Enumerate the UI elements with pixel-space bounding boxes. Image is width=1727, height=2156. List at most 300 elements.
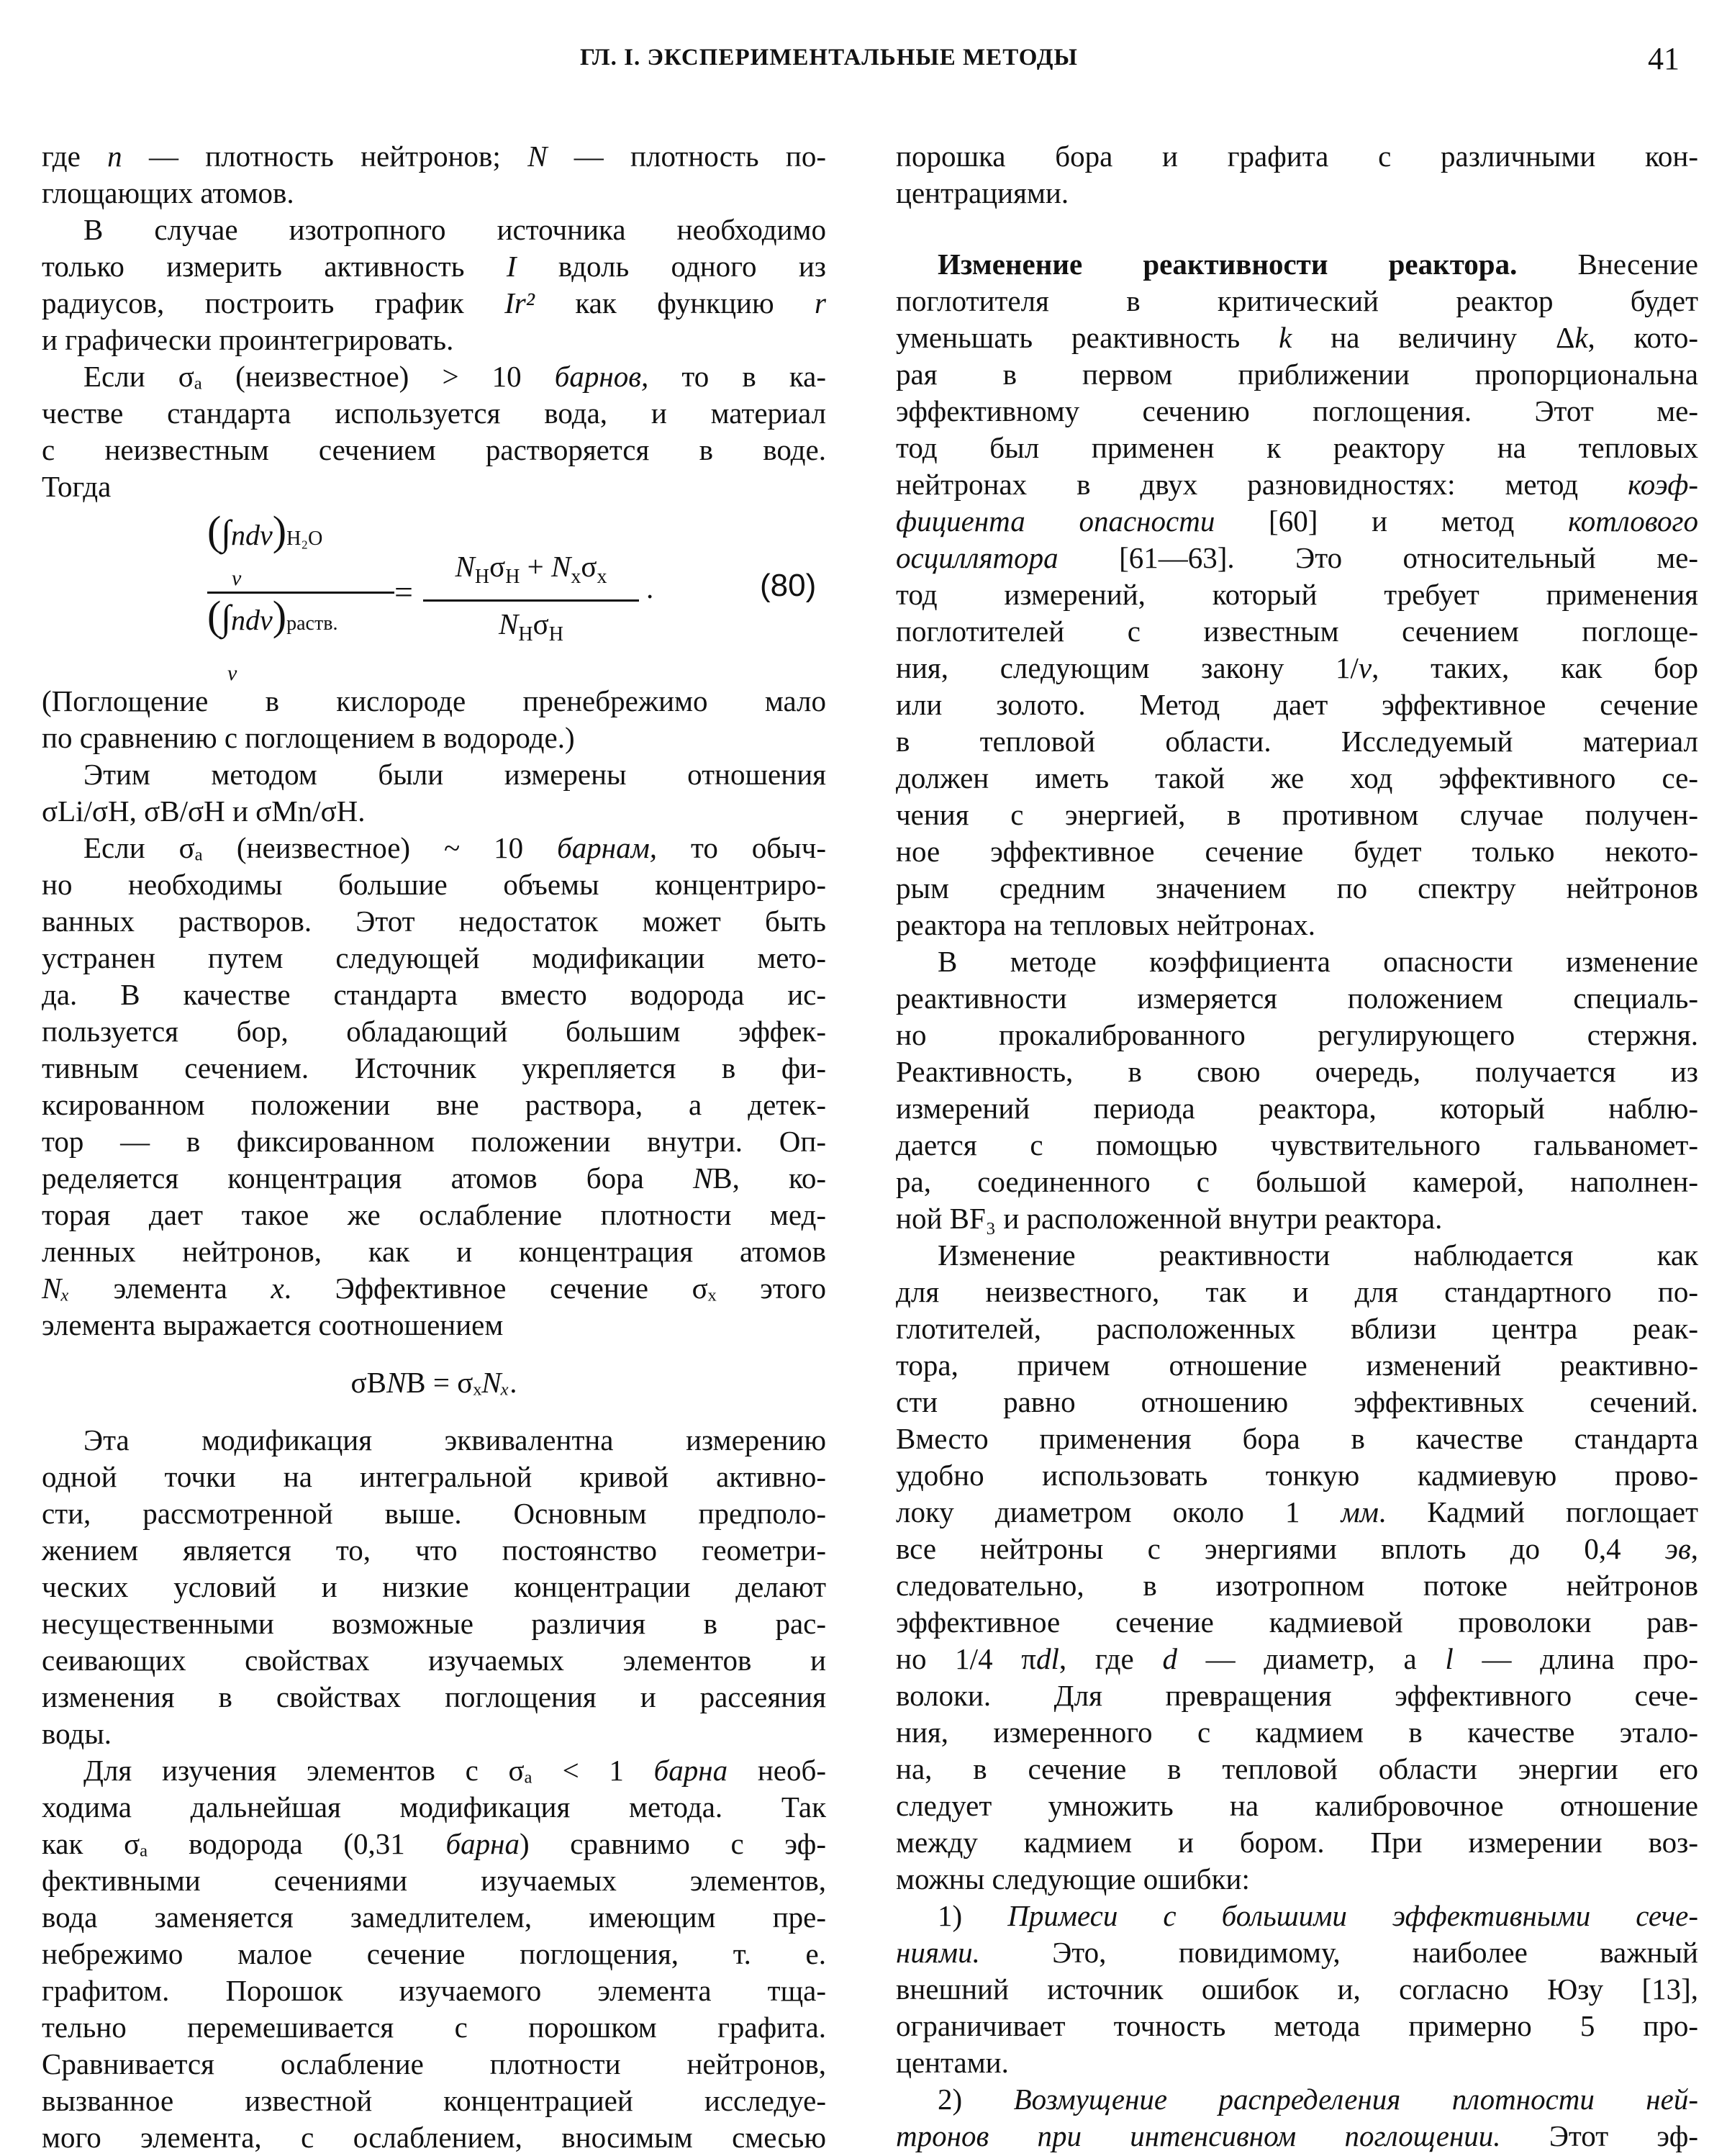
text-line <box>896 980 1698 1017</box>
text-segment: реактора на тепловых нейтронах. <box>896 908 1316 941</box>
text-line <box>896 1421 1698 1457</box>
text-segment: эффективному сечению поглощения. Этот ме- <box>896 394 1698 427</box>
text-segment: — диаметр, а <box>1177 1642 1446 1675</box>
text-line <box>896 1237 1698 1274</box>
text-segment: (Поглощение в кислороде пренебрежимо мало <box>42 684 826 717</box>
text-segment: воды. <box>42 1717 112 1750</box>
text-line <box>896 1494 1698 1531</box>
text-line <box>42 1422 826 1459</box>
text-segment: глощающих атомов. <box>42 176 294 209</box>
text-line <box>42 903 826 940</box>
text-segment: но 1/4 π <box>896 1642 1036 1675</box>
text-segment: эффективное сечение кадмиевой проволоки рав- <box>896 1605 1698 1639</box>
subscript-solution: раств. <box>286 612 338 635</box>
text-segment: тора, причем отношение изменений реактивно- <box>896 1349 1698 1382</box>
text-line <box>896 1677 1698 1714</box>
text-line <box>42 1716 826 1752</box>
text-segment: измерений периода реактора, который наблю- <box>896 1092 1698 1125</box>
text-segment: порошка бора и графита с различными кон- <box>896 140 1698 173</box>
text-line <box>42 212 826 248</box>
text-segment: уменьшать реактивность <box>896 321 1279 354</box>
text-line <box>42 1087 826 1123</box>
text-segment: Если σₐ (неизвестное) ~ 10 <box>83 831 558 864</box>
text-segment: небрежимо малое сечение поглощения, т. е. <box>42 1937 826 1970</box>
text-segment: ра, соединенного с большой камерой, наполнен- <box>896 1165 1698 1198</box>
italic-text: l <box>1445 1642 1454 1675</box>
right-text <box>896 138 1698 2155</box>
symbol: σ <box>581 550 597 583</box>
text-segment: , кото- <box>1587 321 1698 354</box>
integral-limit: v <box>227 661 237 685</box>
italic-text: Nₓ <box>42 1272 70 1305</box>
italic-text: барна <box>445 1827 520 1860</box>
text-segment: честве стандарта используется вода, и материал <box>42 397 826 430</box>
text-segment: ксированном положении вне раствора, а детек- <box>42 1088 826 1121</box>
text-segment: центами. <box>896 2046 1009 2079</box>
text-line <box>42 1605 826 1642</box>
text-segment: можны следующие ошибки: <box>896 1862 1250 1895</box>
text-line <box>42 432 826 468</box>
italic-text: r <box>815 286 826 320</box>
text-line <box>896 650 1698 687</box>
text-segment: глотителей, расположенных вблизи центра реак- <box>896 1312 1698 1345</box>
text-line <box>896 1384 1698 1421</box>
fraction-bar <box>207 592 394 594</box>
text-segment: тод измерений, который требует применения <box>896 578 1698 611</box>
rhs-numerator <box>423 548 639 595</box>
text-line <box>896 1824 1698 1861</box>
text-segment: вдоль одного из <box>516 250 826 283</box>
text-segment: вызванное известной концентрацией исследуе- <box>42 2084 826 2117</box>
italic-text: k <box>1574 321 1588 354</box>
text-line <box>896 907 1698 943</box>
left-text-part-1 <box>42 138 826 505</box>
text-line <box>896 1714 1698 1751</box>
right-column <box>896 138 1698 2155</box>
text-segment: необ- <box>727 1754 827 1787</box>
text-segment: между кадмием и бором. При измерении воз- <box>896 1826 1698 1859</box>
text-line <box>896 723 1698 760</box>
text-line <box>896 430 1698 466</box>
italic-text: x <box>271 1272 284 1305</box>
text-segment: ленных нейтронов, как и концентрация атомов <box>42 1235 826 1268</box>
denominator <box>207 592 394 685</box>
italic-text: мм <box>1341 1495 1379 1528</box>
text-segment: торая дает такое же ослабление плотности мед- <box>42 1198 826 1231</box>
text-segment: Сравнивается ослабление плотности нейтронов, <box>42 2047 826 2080</box>
symbol: H <box>518 623 533 646</box>
text-line <box>896 1200 1698 1237</box>
left-text-part-2 <box>42 683 826 2156</box>
text-line <box>896 2008 1698 2044</box>
text-segment: только измерить активность <box>42 250 507 283</box>
text-line <box>42 1826 826 1862</box>
text-segment: Если σₐ (неизвестное) > 10 <box>83 360 555 393</box>
text-segment: для неизвестного, так и для стандартного по- <box>896 1275 1698 1308</box>
text-line <box>896 1971 1698 2008</box>
italic-text: n <box>107 140 122 173</box>
integral-sign: ∫ <box>221 512 232 553</box>
text-segment: но необходимы большие объемы концентриро- <box>42 868 826 901</box>
text-line <box>42 1789 826 1826</box>
text-line <box>42 1642 826 1679</box>
text-line <box>42 1160 826 1197</box>
text-segment: — длина про- <box>1453 1642 1698 1675</box>
text-line <box>896 1934 1698 1971</box>
text-line <box>896 283 1698 320</box>
text-line <box>896 797 1698 833</box>
text-segment: Эта модификация эквивалентна измерению <box>83 1423 826 1457</box>
text-segment: сти равно отношению эффективных сечений. <box>896 1385 1698 1418</box>
symbol: x <box>571 566 581 589</box>
text-line <box>896 1788 1698 1824</box>
integrand: ndv <box>231 604 273 636</box>
paren: ( <box>207 507 222 554</box>
text-line <box>42 2046 826 2083</box>
paren: ) <box>272 592 287 639</box>
text-segment: [61—63]. Это относительный ме- <box>1058 541 1698 574</box>
symbol: σ <box>532 607 549 641</box>
symbol: x <box>597 566 607 589</box>
text-line <box>896 1567 1698 1604</box>
text-segment: Этим методом были измерены отношения <box>83 758 826 791</box>
text-line <box>42 285 826 322</box>
display-equation <box>42 1364 826 1401</box>
italic-text: осциллятора <box>896 541 1059 574</box>
text-segment: графитом. Порошок изучаемого элемента тща- <box>42 1974 826 2007</box>
text-segment: следует умножить на калибровочное отношение <box>896 1789 1698 1822</box>
italic-text: коэф- <box>1628 468 1698 501</box>
text-line <box>42 1123 826 1160</box>
text-line <box>896 1531 1698 1567</box>
text-line <box>42 248 826 285</box>
text-line <box>896 466 1698 503</box>
italic-text: барна <box>653 1754 728 1787</box>
text-line <box>42 2009 826 2046</box>
text-line <box>896 833 1698 870</box>
text-segment: , <box>1690 1532 1698 1565</box>
text-segment: реактивности измеряется положением специаль- <box>896 982 1698 1015</box>
text-segment: где <box>42 140 108 173</box>
text-segment: B = σₓ <box>406 1366 482 1399</box>
text-segment: ределяется концентрация атомов бора <box>42 1161 693 1195</box>
text-line <box>42 1307 826 1344</box>
text-line <box>896 1641 1698 1677</box>
text-line <box>42 940 826 977</box>
plus-sign: + <box>527 550 544 583</box>
paren: ( <box>207 592 222 639</box>
italic-text: N <box>386 1366 407 1399</box>
text-segment: Это, повидимому, наиболее важный <box>979 1936 1698 1969</box>
text-segment: жением является то, что постоянство геометри- <box>42 1534 826 1567</box>
text-segment: Реактивность, в свою очередь, получается из <box>896 1055 1698 1088</box>
text-line <box>896 175 1698 212</box>
text-segment: тод был применен к реактору на тепловых <box>896 431 1698 464</box>
text-line <box>896 1090 1698 1127</box>
symbol: H <box>505 566 520 589</box>
text-segment: . Кадмий поглощает <box>1378 1495 1699 1528</box>
text-line <box>896 320 1698 356</box>
text-segment: следовательно, в изотропном потоке нейтронов <box>896 1569 1698 1602</box>
text-segment: В методе коэффициента опасности изменение <box>938 945 1698 978</box>
symbol: N <box>499 607 519 641</box>
text-line <box>42 1050 826 1087</box>
text-line <box>42 395 826 432</box>
text-line <box>42 793 826 830</box>
text-segment: сеивающих свойствах изучаемых элементов и <box>42 1644 826 1677</box>
italic-text: Примеси с большими эффективными сече- <box>1007 1899 1698 1932</box>
equation-80 <box>42 505 826 683</box>
text-line <box>42 1899 826 1936</box>
text-segment: ходима дальнейшая модификация метода. Так <box>42 1790 826 1824</box>
italic-text: барнам, <box>557 831 658 864</box>
period: . <box>646 571 654 604</box>
italic-text: котлового <box>1568 504 1698 538</box>
symbol: H <box>474 566 490 589</box>
integral-sign: ∫ <box>221 597 232 638</box>
text-segment: , таких, как бор <box>1372 651 1698 684</box>
text-segment: все нейтроны с энергиями вплоть до 0,4 <box>896 1532 1665 1565</box>
paren: ) <box>272 507 287 554</box>
text-line <box>896 1347 1698 1384</box>
text-segment: или золото. Метод дает эффективное сечение <box>896 688 1698 721</box>
text-segment: Тогда <box>42 470 112 503</box>
text-segment: центрациями. <box>896 176 1069 209</box>
text-segment: чения с энергией, в противном случае получен- <box>896 798 1698 831</box>
symbol: N <box>455 550 475 583</box>
text-line <box>42 683 826 720</box>
text-segment: дается с помощью чувствительного гальваномет- <box>896 1128 1698 1161</box>
text-line <box>42 830 826 866</box>
text-segment: мого элемента, с ослаблением, вносимым смесью <box>42 2121 826 2154</box>
text-segment: как σₐ водорода (0,31 <box>42 1827 446 1860</box>
text-segment: элемента <box>70 1272 271 1305</box>
text-line <box>42 1495 826 1532</box>
text-segment: поглотителей с известным сечением поглоще- <box>896 615 1698 648</box>
text-segment: рым средним значением по спектру нейтронов <box>896 871 1698 905</box>
italic-text: Nₓ <box>481 1366 510 1399</box>
text-segment: ния, следующим закону 1/ <box>896 651 1359 684</box>
text-segment: 2) <box>938 2083 1014 2116</box>
text-segment: 1) <box>938 1899 1008 1932</box>
text-line <box>896 1898 1698 1934</box>
text-segment: Этот эф- <box>1500 2119 1698 2152</box>
section-heading: Изменение реактивности реактора. <box>938 248 1518 281</box>
text-segment: ной BF₃ и расположенной внутри реактора. <box>896 1202 1443 1235</box>
text-line <box>42 468 826 505</box>
text-line <box>42 1233 826 1270</box>
text-line <box>42 2119 826 2156</box>
text-segment: Внесение <box>1517 248 1699 281</box>
text-segment: ограничивает точность метода примерно 5 про- <box>896 2009 1698 2042</box>
italic-text: Возмущение распределения плотности ней- <box>1013 2083 1698 2116</box>
text-segment: ческих условий и низкие концентрации делают <box>42 1570 826 1603</box>
text-segment: . <box>509 1366 517 1399</box>
text-segment: . Эффективное сечение σₓ этого <box>284 1272 826 1305</box>
italic-text: d <box>1162 1642 1177 1675</box>
integral-limit: v <box>232 566 242 590</box>
text-segment: да. В качестве стандарта вместо водорода ис- <box>42 978 826 1011</box>
text-line <box>42 1862 826 1899</box>
text-line <box>896 503 1698 540</box>
text-segment: — плотность нейтронов; <box>122 140 528 173</box>
text-segment: [60] и метод <box>1215 504 1569 538</box>
text-line <box>42 720 826 756</box>
text-line <box>896 943 1698 980</box>
symbol: N <box>551 550 571 583</box>
text-line <box>42 2083 826 2119</box>
text-line <box>42 1532 826 1569</box>
left-column <box>42 138 826 2156</box>
subscript-h2o: H₂O <box>286 527 323 550</box>
text-segment: по сравнению с поглощением в водороде.) <box>42 721 575 754</box>
italic-text: N <box>692 1161 713 1195</box>
italic-text: k <box>1279 321 1292 354</box>
text-line <box>896 138 1698 175</box>
text-segment: В случае изотропного источника необходимо <box>83 213 826 246</box>
text-line <box>42 1569 826 1605</box>
text-line <box>896 1127 1698 1164</box>
text-line <box>896 1604 1698 1641</box>
text-segment: ванных растворов. Этот недостаток может быть <box>42 905 826 938</box>
text-line <box>42 1936 826 1972</box>
text-segment: волоки. Для превращения эффективного сече- <box>896 1679 1698 1712</box>
text-line <box>42 1972 826 2009</box>
text-segment: — плотность по- <box>547 140 826 173</box>
fraction-lhs <box>207 507 394 685</box>
text-segment: то в ка- <box>648 360 826 393</box>
text-segment: внешний источник ошибок и, согласно Юзу [13], <box>896 1972 1698 2006</box>
text-line <box>42 1197 826 1233</box>
text-line <box>42 322 826 358</box>
text-line <box>896 613 1698 650</box>
text-segment: Для изучения элементов с σₐ < 1 <box>83 1754 654 1787</box>
fraction-bar <box>423 599 639 602</box>
text-segment: но прокалиброванного регулирующего стержня. <box>896 1018 1698 1051</box>
symbol: H <box>548 623 563 646</box>
text-line <box>42 1752 826 1789</box>
italic-text: I <box>506 250 517 283</box>
text-segment: пользуется бор, обладающий большим эффек- <box>42 1015 826 1048</box>
text-segment: несущественными возможные различия в рас- <box>42 1607 826 1640</box>
text-segment: с неизвестным сечением растворяется в воде. <box>42 433 826 466</box>
text-line <box>896 2044 1698 2081</box>
text-segment: ) сравнимо с эф- <box>519 1827 826 1860</box>
text-segment: фективными сечениями изучаемых элементов, <box>42 1864 826 1897</box>
italic-text: ниями. <box>896 1936 980 1969</box>
equals-sign: = <box>394 574 413 610</box>
text-line <box>896 1310 1698 1347</box>
italic-text: N <box>527 140 548 173</box>
text-segment: изменения в свойствах поглощения и рассеяния <box>42 1680 826 1713</box>
text-segment: удобно использовать тонкую кадмиевую прово- <box>896 1459 1698 1492</box>
text-segment: ния, измеренного с кадмием в качестве этало- <box>896 1716 1698 1749</box>
text-segment: локу диаметром около 1 <box>896 1495 1341 1528</box>
text-line <box>896 1457 1698 1494</box>
italic-text: эв <box>1664 1532 1691 1565</box>
text-line <box>896 1017 1698 1054</box>
text-line <box>896 356 1698 393</box>
text-segment: рая в первом приближении пропорциональна <box>896 358 1698 391</box>
text-line <box>896 687 1698 723</box>
italic-text: dl <box>1036 1642 1059 1675</box>
text-line <box>896 1274 1698 1310</box>
text-line <box>42 1013 826 1050</box>
text-segment: радиусов, построить график <box>42 286 505 320</box>
text-line <box>896 1751 1698 1788</box>
italic-text: фициента опасности <box>896 504 1215 538</box>
integrand: ndv <box>231 519 273 551</box>
text-line <box>896 246 1698 283</box>
text-segment: Вместо применения бора в качестве стандарта <box>896 1422 1698 1455</box>
text-line <box>896 1054 1698 1090</box>
italic-text: v <box>1358 651 1372 684</box>
page-number: 41 <box>1648 41 1680 76</box>
text-line <box>42 977 826 1013</box>
text-line <box>42 1459 826 1495</box>
text-line <box>896 2081 1698 2118</box>
text-segment: то обыч- <box>657 831 826 864</box>
text-segment: , где <box>1059 1642 1163 1675</box>
text-segment: должен иметь такой же ход эффективного се- <box>896 761 1698 794</box>
running-header <box>0 41 1727 81</box>
text-line <box>896 540 1698 576</box>
text-segment: устранен путем следующей модификации мето- <box>42 941 826 974</box>
text-segment: вода заменяется замедлителем, имеющим пре- <box>42 1901 826 1934</box>
text-segment: σLi/σH, σB/σH и σMn/σH. <box>42 794 366 828</box>
text-segment: Изменение реактивности наблюдается как <box>938 1238 1698 1272</box>
italic-text: Ir² <box>504 286 535 320</box>
text-line <box>42 866 826 903</box>
chapter-title: ГЛ. I. ЭКСПЕРИМЕНТАЛЬНЫЕ МЕТОДЫ <box>580 45 1078 71</box>
text-segment: тивным сечением. Источник укрепляется в фи- <box>42 1051 826 1084</box>
text-segment: на, в сечение в тепловой области энергии его <box>896 1752 1698 1785</box>
text-line <box>42 358 826 395</box>
text-line <box>896 760 1698 797</box>
text-segment: тор — в фиксированном положении внутри. Оп- <box>42 1125 826 1158</box>
text-segment: и графически проинтегрировать. <box>42 323 454 356</box>
text-line <box>42 138 826 175</box>
text-line <box>42 756 826 793</box>
text-segment: в тепловой области. Исследуемый материал <box>896 725 1698 758</box>
text-segment: σB <box>350 1366 386 1399</box>
text-line <box>42 1679 826 1716</box>
text-segment: элемента выражается соотношением <box>42 1308 504 1341</box>
symbol: σ <box>489 550 506 583</box>
rhs-denominator <box>423 606 639 653</box>
text-line <box>896 1861 1698 1898</box>
text-segment: сти, рассмотренной выше. Основным предполо- <box>42 1497 826 1530</box>
text-line <box>896 1164 1698 1200</box>
text-line <box>42 1270 826 1307</box>
text-segment: поглотителя в критический реактор будет <box>896 284 1698 317</box>
text-segment: ное эффективное сечение будет только некото- <box>896 835 1698 868</box>
equation-number: (80) <box>760 568 817 603</box>
text-segment: одной точки на интегральной кривой активно- <box>42 1460 826 1493</box>
text-line <box>896 870 1698 907</box>
numerator <box>207 507 394 590</box>
text-line <box>896 576 1698 613</box>
text-segment: как функцию <box>534 286 815 320</box>
italic-text: тронов при интенсивном поглощении. <box>896 2119 1501 2152</box>
text-segment: B, ко- <box>712 1161 826 1195</box>
text-line <box>42 175 826 212</box>
text-segment: нейтронах в двух разновидностях: метод <box>896 468 1628 501</box>
fraction-rhs <box>423 548 639 653</box>
text-line <box>896 393 1698 430</box>
text-segment: на величину Δ <box>1292 321 1575 354</box>
text-segment: тельно перемешивается с порошком графита. <box>42 2011 826 2044</box>
